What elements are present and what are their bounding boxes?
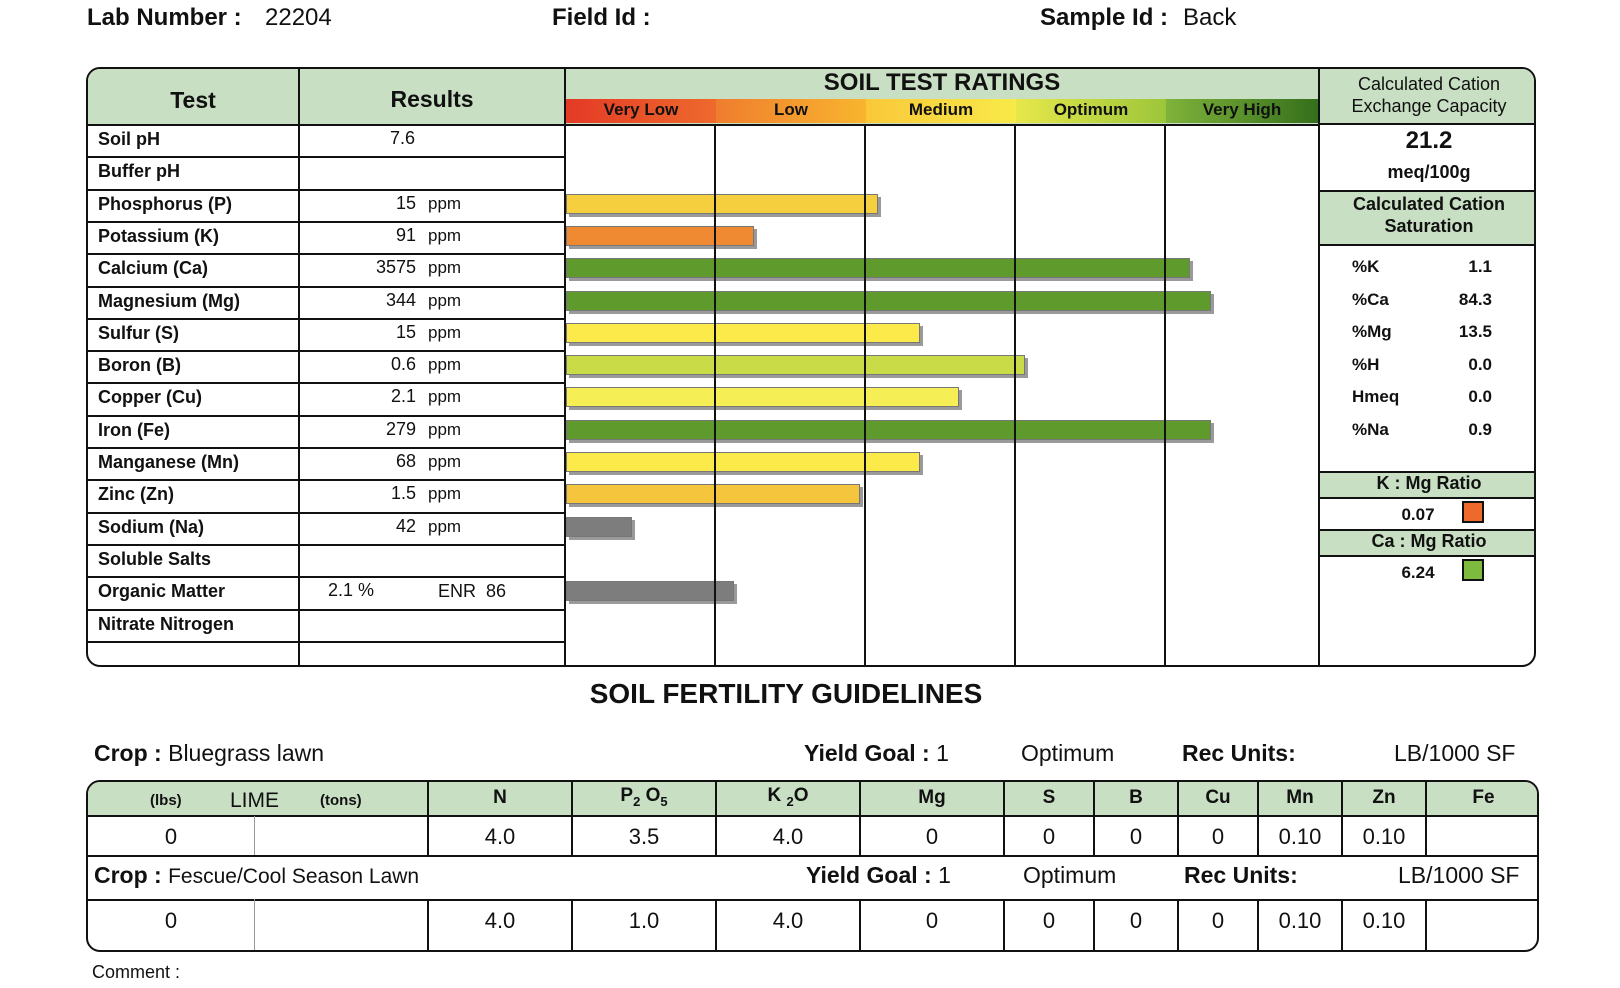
rating-bar	[566, 258, 1190, 278]
result-unit: ppm	[428, 258, 462, 277]
result-value: 7.6	[390, 128, 416, 148]
cec-title: Calculated Cation Exchange Capacity	[1351, 74, 1507, 116]
result-value: 3575	[375, 257, 416, 277]
result-unit: ppm	[428, 291, 462, 310]
result-unit: ppm	[428, 355, 462, 374]
result-value: 279	[385, 419, 416, 439]
mg-header: Mg	[918, 787, 946, 808]
test-name: Sulfur (S)	[98, 323, 179, 343]
fe-header: Fe	[1472, 787, 1495, 808]
test-name: Soluble Salts	[98, 549, 212, 569]
rating-scale	[566, 99, 1318, 124]
test-name: Sodium (Na)	[98, 517, 204, 537]
test-name: Calcium (Ca)	[98, 258, 209, 278]
result-unit: ppm	[428, 517, 462, 536]
test-name: Nitrate Nitrogen	[98, 614, 235, 634]
ca-mg-ratio-swatch	[1462, 559, 1484, 581]
result-value: 2.1	[390, 386, 416, 406]
yield-goal-label: Yield Goal :	[806, 862, 932, 888]
yield-goal-label: Yield Goal :	[804, 740, 930, 766]
result-value: 68	[395, 451, 416, 471]
comment-label: Comment :	[92, 962, 181, 982]
column-test-header: Test	[170, 87, 216, 113]
guideline-value: 0	[1211, 824, 1225, 849]
rec-units-value-1: LB/1000 SF	[1394, 740, 1516, 766]
saturation-value: 1.1	[1468, 257, 1492, 276]
lime-header: LIME	[230, 789, 280, 812]
rating-bar	[566, 420, 1211, 440]
test-name: Boron (B)	[98, 355, 181, 375]
result-unit: ppm	[428, 387, 462, 406]
test-name: Iron (Fe)	[98, 420, 170, 440]
lime-tons-header: (tons)	[320, 792, 362, 809]
guideline-value: 4.0	[484, 908, 516, 933]
saturation-value: 84.3	[1458, 290, 1492, 309]
k-mg-ratio-value: 0.07	[1401, 505, 1435, 524]
result-unit: ppm	[428, 452, 462, 471]
rating-bar	[566, 355, 1025, 375]
crop-label: Crop :	[94, 862, 162, 888]
lab-number-label: Lab Number :	[87, 4, 242, 31]
result-value: 15	[395, 193, 416, 213]
guideline-value: 0.10	[1278, 908, 1322, 933]
result-unit: ENR 86	[438, 581, 507, 601]
guideline-value: 0	[1129, 908, 1143, 933]
test-name: Zinc (Zn)	[98, 484, 174, 504]
rec-units-value-2: LB/1000 SF	[1398, 862, 1520, 888]
s-header: S	[1042, 787, 1056, 808]
guideline-value: 0	[1211, 908, 1225, 933]
saturation-value: 0.0	[1468, 355, 1492, 374]
scale-label-medium: Medium	[908, 100, 974, 119]
scale-label-very-low: Very Low	[603, 100, 679, 119]
result-value: 0.6	[390, 354, 416, 374]
test-name: Potassium (K)	[98, 226, 220, 246]
guideline-value: 3.5	[628, 824, 660, 849]
field-id-label: Field Id :	[552, 4, 651, 31]
guideline-value: 0.10	[1362, 908, 1406, 933]
crop-line-2	[94, 862, 419, 889]
guidelines-table	[86, 780, 1539, 952]
p2o5-header: $P_2$ $O_5$	[620, 785, 668, 809]
guideline-value: 0.10	[1362, 824, 1406, 849]
yield-goal-value: 1	[938, 862, 951, 888]
saturation-label: %H	[1352, 355, 1380, 374]
soil-test-panel	[86, 67, 1536, 667]
guideline-value: 0	[1042, 908, 1056, 933]
rating-bar	[566, 517, 632, 537]
yield-goal-2	[806, 862, 951, 889]
guideline-value: 4.0	[772, 908, 804, 933]
ca-mg-ratio-value: 6.24	[1401, 563, 1435, 582]
result-unit: ppm	[428, 484, 462, 503]
guideline-value: 4.0	[484, 824, 516, 849]
scale-label-optimum: Optimum	[1053, 100, 1129, 119]
result-value: 91	[395, 225, 416, 245]
saturation-value: 0.9	[1468, 420, 1492, 439]
guideline-value: 0	[164, 824, 178, 849]
result-unit: ppm	[428, 226, 462, 245]
rating-bar	[566, 226, 754, 246]
guideline-value: 0	[925, 824, 939, 849]
yield-goal-value: 1	[936, 740, 949, 766]
saturation-label: %Na	[1352, 420, 1389, 439]
saturation-title: Calculated Cation Saturation	[1352, 194, 1506, 236]
crop-name: Fescue/Cool Season Lawn	[168, 865, 420, 888]
sample-id-value: Back	[1183, 4, 1237, 31]
yield-level-2: Optimum	[1023, 862, 1117, 888]
guideline-value: 0	[1042, 824, 1056, 849]
lime-lbs-header: (lbs)	[150, 792, 182, 809]
ratings-title: SOIL TEST RATINGS	[823, 69, 1061, 96]
test-name: Phosphorus (P)	[98, 194, 232, 214]
saturation-label: %Mg	[1352, 322, 1392, 341]
rating-bar	[566, 323, 920, 343]
rating-bar	[566, 452, 920, 472]
test-name: Manganese (Mn)	[98, 452, 240, 472]
crop-name: Bluegrass lawn	[168, 740, 325, 766]
saturation-value: 13.5	[1458, 322, 1492, 341]
cec-unit: meq/100g	[1387, 162, 1471, 182]
result-value: 344	[385, 290, 416, 310]
lab-number-value: 22204	[265, 4, 332, 31]
rec-units-label-1: Rec Units:	[1182, 740, 1296, 766]
guideline-value: 0.10	[1278, 824, 1322, 849]
result-value: 15	[395, 322, 416, 342]
crop-label: Crop :	[94, 740, 162, 766]
column-results-header: Results	[390, 86, 474, 112]
k-mg-ratio-swatch	[1462, 501, 1484, 523]
cu-header: Cu	[1205, 787, 1231, 808]
saturation-label: Hmeq	[1352, 387, 1400, 406]
test-name: Magnesium (Mg)	[98, 291, 240, 311]
saturation-value: 0.0	[1468, 387, 1492, 406]
guideline-value: 4.0	[772, 824, 804, 849]
sample-id-label: Sample Id :	[1040, 4, 1169, 31]
rating-bar	[566, 581, 734, 601]
k-mg-ratio-title: K : Mg Ratio	[1376, 473, 1482, 493]
n-header: N	[493, 787, 507, 808]
saturation-label: %Ca	[1352, 290, 1389, 309]
b-header: B	[1129, 787, 1143, 808]
cec-value: 21.2	[1405, 127, 1453, 154]
guideline-value: 0	[164, 908, 178, 933]
ca-mg-ratio-title: Ca : Mg Ratio	[1371, 531, 1487, 551]
result-unit: ppm	[428, 420, 462, 439]
zn-header: Zn	[1372, 787, 1396, 808]
result-unit: ppm	[428, 323, 462, 342]
guideline-value: 0	[1129, 824, 1143, 849]
result-unit: ppm	[428, 194, 462, 213]
rating-bar	[566, 291, 1211, 311]
rating-bar	[566, 484, 860, 504]
rec-units-label-2: Rec Units:	[1184, 862, 1298, 888]
crop-line-1	[94, 740, 324, 767]
guideline-value: 1.0	[628, 908, 660, 933]
guidelines-title: SOIL FERTILITY GUIDELINES	[589, 678, 983, 709]
test-name: Buffer pH	[98, 161, 180, 181]
rating-bar	[566, 194, 878, 214]
test-name: Copper (Cu)	[98, 387, 202, 407]
yield-goal-1	[804, 740, 949, 767]
test-name: Organic Matter	[98, 581, 226, 601]
rating-bar	[566, 387, 959, 407]
mn-header: Mn	[1286, 787, 1314, 808]
guideline-value: 0	[925, 908, 939, 933]
scale-label-very-high: Very High	[1202, 100, 1282, 119]
test-name: Soil pH	[98, 129, 160, 149]
result-value: 42	[395, 516, 416, 536]
result-value: 2.1 %	[328, 580, 375, 600]
k2o-header: K $_2$O	[767, 785, 809, 809]
yield-level-1: Optimum	[1021, 740, 1115, 766]
scale-label-low: Low	[774, 100, 808, 119]
result-value: 1.5	[390, 483, 416, 503]
saturation-label: %K	[1352, 257, 1380, 276]
